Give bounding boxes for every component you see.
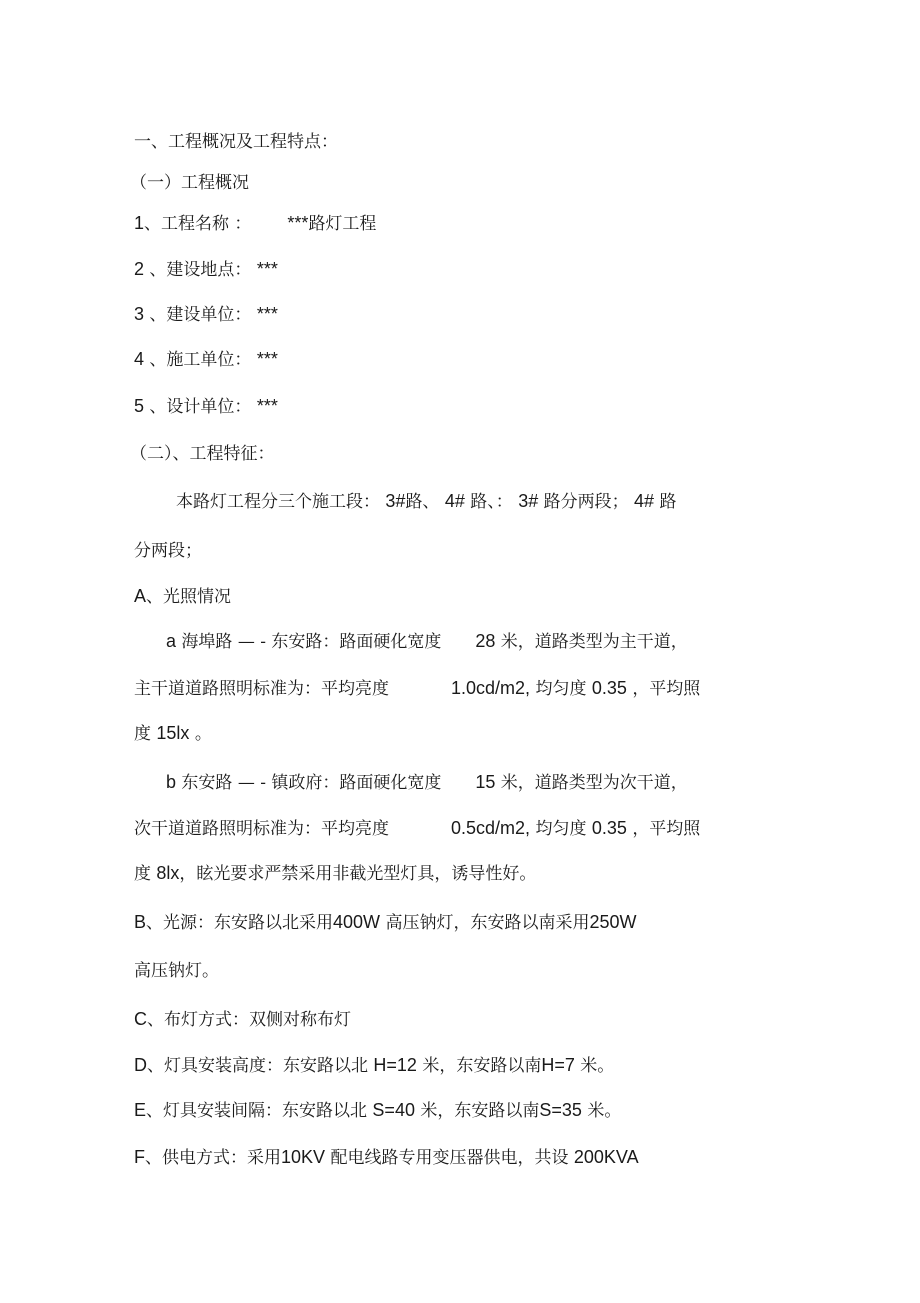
intro-paragraph-line2: 分两段； <box>134 541 202 561</box>
b-item-line3: 度 8lx，眩光要求严禁采用非截光型灯具，诱导性好。 <box>134 863 537 884</box>
intro-paragraph-line1: 本路灯工程分三个施工段： 3#路、 4# 路、： 3# 路分两段； 4# 路 <box>176 491 677 512</box>
section-a-title: A、光照情况 <box>134 586 232 607</box>
section-b-line1: B、光源：东安路以北采用400W 高压钠灯，东安路以南采用250W <box>134 912 637 933</box>
b-item-line1: b 东安路 — - 镇政府：路面硬化宽度 15 米，道路类型为次干道， <box>166 772 688 793</box>
section-b-line2: 高压钠灯。 <box>134 961 219 981</box>
info-item-designer: 5 、设计单位： *** <box>134 396 278 417</box>
section2-title: （二）、工程特征： <box>130 444 275 464</box>
info-item-builder: 3 、建设单位： *** <box>134 304 278 325</box>
section-c-line: C、布灯方式：双侧对称布灯 <box>134 1009 351 1030</box>
section-f-line: F、供电方式：采用10KV 配电线路专用变压器供电，共设 200KVA <box>134 1147 639 1168</box>
info-item-project-name: 1、工程名称 ： ***路灯工程 <box>134 213 377 234</box>
info-item-location: 2 、建设地点： *** <box>134 259 278 280</box>
section-d-line: D、灯具安装高度：东安路以北 H=12 米，东安路以南H=7 米。 <box>134 1055 615 1076</box>
a-item-line3: 度 15lx 。 <box>134 723 212 744</box>
section1-title: （一）工程概况 <box>130 173 249 193</box>
info-item-contractor: 4 、施工单位： *** <box>134 349 278 370</box>
a-item-line2: 主干道道路照明标准为：平均亮度 1.0cd/m2, 均匀度 0.35 ，平均照 <box>134 678 701 699</box>
b-item-line2: 次干道道路照明标准为：平均亮度 0.5cd/m2, 均匀度 0.35 ，平均照 <box>134 818 701 839</box>
a-item-line1: a 海埠路 — - 东安路：路面硬化宽度 28 米，道路类型为主干道， <box>166 631 688 652</box>
section-e-line: E、灯具安装间隔：东安路以北 S=40 米，东安路以南S=35 米。 <box>134 1100 622 1121</box>
main-heading: 一、工程概况及工程特点： <box>134 132 338 152</box>
